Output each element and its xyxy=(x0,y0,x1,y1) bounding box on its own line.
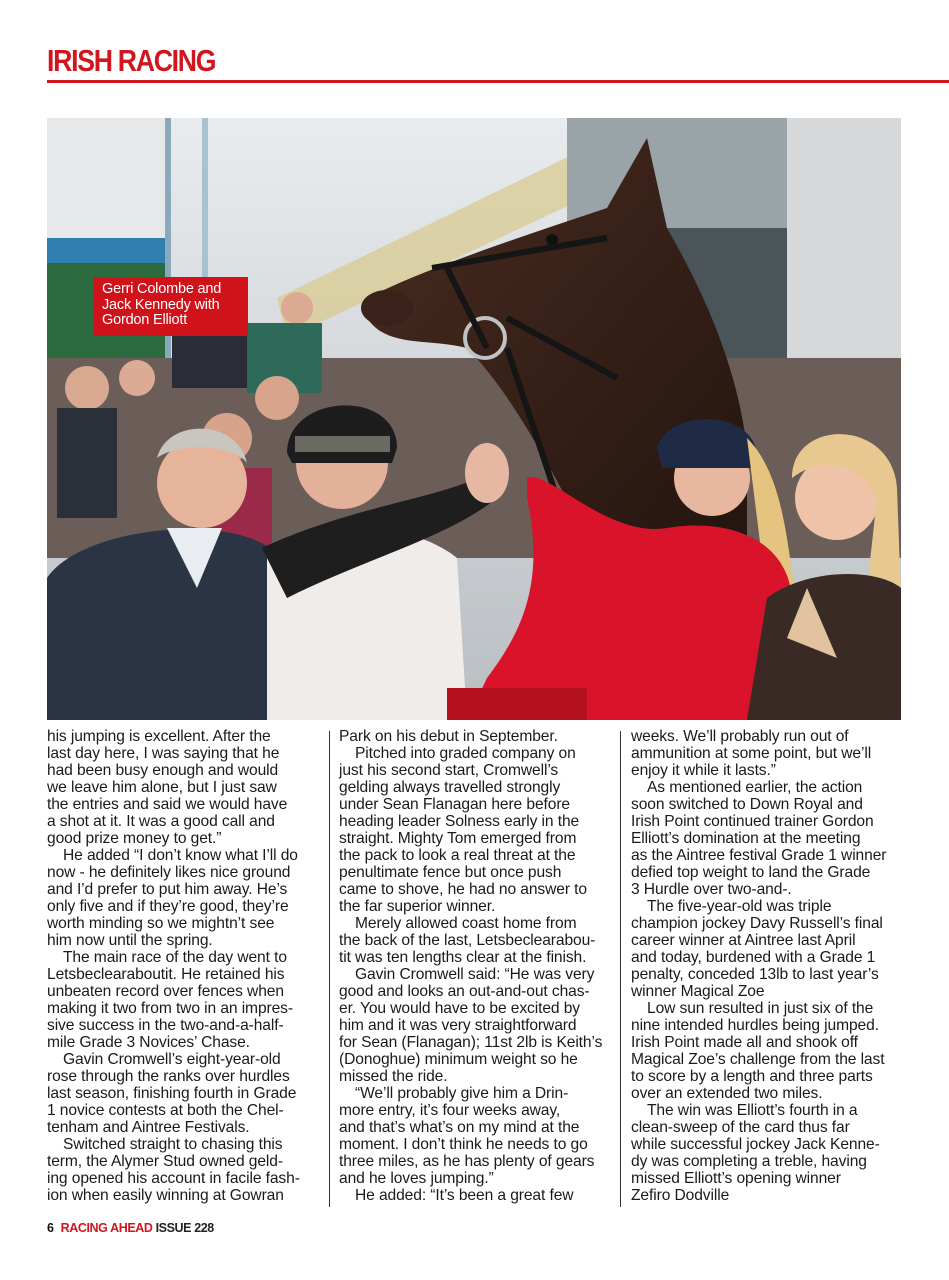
text-line: and he loves jumping.” xyxy=(339,1170,494,1187)
text-line: weeks. We’ll probably run out of xyxy=(631,728,849,745)
page-footer xyxy=(47,1221,214,1235)
article-column-2 xyxy=(339,728,615,1204)
text-line: worth minding so we mightn’t see xyxy=(47,915,275,932)
magazine-name: RACING AHEAD xyxy=(60,1221,153,1235)
text-line: mile Grade 3 Novices’ Chase. xyxy=(47,1034,250,1051)
text-line: Elliott’s domination at the meeting xyxy=(631,830,861,847)
text-line: and I’d prefer to put him away. He’s xyxy=(47,881,288,898)
text-line: straight. Mighty Tom emerged from xyxy=(339,830,577,847)
text-line: The win was Elliott’s fourth in a xyxy=(647,1102,858,1119)
text-line: penalty, conceded 13lb to last year’s xyxy=(631,966,879,983)
text-line: his jumping is excellent. After the xyxy=(47,728,271,745)
text-line: as the Aintree festival Grade 1 winner xyxy=(631,847,887,864)
text-line: last season, finishing fourth in Grade xyxy=(47,1085,297,1102)
text-line: making it two from two in an impres- xyxy=(47,1000,293,1017)
text-line: Zefiro Dodville xyxy=(631,1187,730,1204)
text-line: unbeaten record over fences when xyxy=(47,983,284,1000)
text-line: Letsbeclearaboutit. He retained his xyxy=(47,966,285,983)
text-line: good prize money to get.” xyxy=(47,830,222,847)
text-line: and today, burdened with a Grade 1 xyxy=(631,949,876,966)
text-line: champion jockey Davy Russell’s final xyxy=(631,915,883,932)
text-line: (Donoghue) minimum weight so he xyxy=(339,1051,578,1068)
caption-line: Gerri Colombe and xyxy=(102,281,222,297)
text-line: ammunition at some point, but we’ll xyxy=(631,745,872,762)
issue-number: ISSUE 228 xyxy=(155,1221,214,1235)
text-line: term, the Alymer Stud owned geld- xyxy=(47,1153,283,1170)
text-line: The five-year-old was triple xyxy=(647,898,832,915)
caption-line: Gordon Elliott xyxy=(102,312,188,328)
text-line: career winner at Aintree last April xyxy=(631,932,856,949)
text-line: only five and if they’re good, they’re xyxy=(47,898,289,915)
text-line: nine intended hurdles being jumped. xyxy=(631,1017,879,1034)
text-line: just his second start, Cromwell’s xyxy=(339,762,559,779)
text-line: defied top weight to land the Grade xyxy=(631,864,871,881)
photo-caption xyxy=(94,277,248,336)
text-line: a shot at it. It was a good call and xyxy=(47,813,275,830)
text-line: 1 novice contests at both the Chel- xyxy=(47,1102,284,1119)
text-line: As mentioned earlier, the action xyxy=(647,779,863,796)
text-line: Low sun resulted in just six of the xyxy=(647,1000,874,1017)
column-divider xyxy=(329,731,330,1207)
text-line: The main race of the day went to xyxy=(63,949,287,966)
text-line: now - he definitely likes nice ground xyxy=(47,864,291,881)
text-line: clean-sweep of the card thus far xyxy=(631,1119,850,1136)
text-line: had been busy enough and would xyxy=(47,762,279,779)
text-line: the pack to look a real threat at the xyxy=(339,847,576,864)
photo-illustration xyxy=(47,118,901,720)
text-line: Irish Point made all and shook off xyxy=(631,1034,858,1051)
text-line: Merely allowed coast home from xyxy=(355,915,577,932)
column-divider xyxy=(620,731,621,1207)
text-line: the entries and said we would have xyxy=(47,796,288,813)
text-line: him now until the spring. xyxy=(47,932,213,949)
text-line: Irish Point continued trainer Gordon xyxy=(631,813,874,830)
text-line: sive success in the two-and-a-half- xyxy=(47,1017,284,1034)
text-line: Switched straight to chasing this xyxy=(63,1136,283,1153)
text-line: He added “I don’t know what I’ll do xyxy=(63,847,298,864)
text-line: missed Elliott’s opening winner xyxy=(631,1170,841,1187)
text-line: 3 Hurdle over two-and-. xyxy=(631,881,792,898)
text-line: enjoy it while it lasts.” xyxy=(631,762,776,779)
article-column-1 xyxy=(47,728,327,1204)
text-line: the far superior winner. xyxy=(339,898,496,915)
text-line: heading leader Solness early in the xyxy=(339,813,580,830)
text-line: Gavin Cromwell said: “He was very xyxy=(355,966,595,983)
text-line: good and looks an out-and-out chas- xyxy=(339,983,590,1000)
text-line: “We’ll probably give him a Drin- xyxy=(355,1085,569,1102)
text-line: we leave him alone, but I just saw xyxy=(47,779,277,796)
text-line: penultimate fence but once push xyxy=(339,864,562,881)
text-line: Pitched into graded company on xyxy=(355,745,576,762)
text-line: the back of the last, Letsbeclearabou- xyxy=(339,932,596,949)
section-divider xyxy=(47,80,949,83)
text-line: er. You would have to be excited by xyxy=(339,1000,580,1017)
text-line: missed the ride. xyxy=(339,1068,448,1085)
text-line: rose through the ranks over hurdles xyxy=(47,1068,290,1085)
text-line: soon switched to Down Royal and xyxy=(631,796,863,813)
section-title: IRISH RACING xyxy=(47,43,216,78)
text-line: over an extended two miles. xyxy=(631,1085,823,1102)
text-line: and that’s what’s on my mind at the xyxy=(339,1119,580,1136)
text-line: under Sean Flanagan here before xyxy=(339,796,570,813)
page-number: 6 xyxy=(47,1221,54,1235)
text-line: winner Magical Zoe xyxy=(631,983,765,1000)
text-line: Gavin Cromwell’s eight-year-old xyxy=(63,1051,281,1068)
article-column-3 xyxy=(631,728,903,1204)
text-line: for Sean (Flanagan); 11st 2lb is Keith’s xyxy=(339,1034,603,1051)
text-line: came to shove, he had no answer to xyxy=(339,881,587,898)
text-line: moment. I don’t think he needs to go xyxy=(339,1136,588,1153)
text-line: tit was ten lengths clear at the finish. xyxy=(339,949,587,966)
text-line: three miles, as he has plenty of gears xyxy=(339,1153,595,1170)
text-line: Magical Zoe’s challenge from the last xyxy=(631,1051,885,1068)
text-line: He added: “It’s been a great few xyxy=(355,1187,574,1204)
text-line: more entry, it’s four weeks away, xyxy=(339,1102,561,1119)
text-line: gelding always travelled strongly xyxy=(339,779,561,796)
text-line: ing opened his account in facile fash- xyxy=(47,1170,300,1187)
text-line: dy was completing a treble, having xyxy=(631,1153,867,1170)
article-photo xyxy=(47,118,901,720)
caption-line: Jack Kennedy with xyxy=(102,296,220,313)
text-line: while successful jockey Jack Kenne- xyxy=(631,1136,880,1153)
text-line: tenham and Aintree Festivals. xyxy=(47,1119,250,1136)
text-line: ion when easily winning at Gowran xyxy=(47,1187,284,1204)
text-line: Park on his debut in September. xyxy=(339,728,558,745)
text-line: last day here, I was saying that he xyxy=(47,745,280,762)
text-line: to score by a length and three parts xyxy=(631,1068,873,1085)
text-line: him and it was very straightforward xyxy=(339,1017,577,1034)
